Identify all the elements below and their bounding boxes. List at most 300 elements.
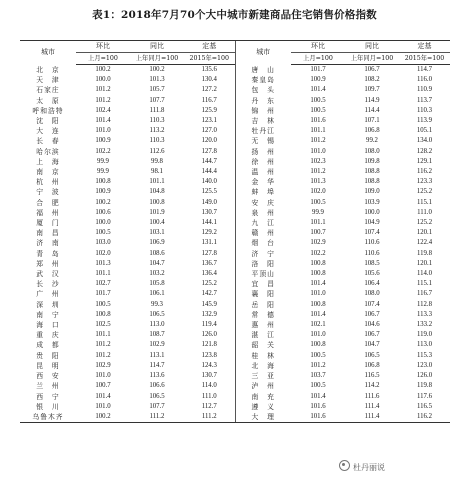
table-row [20, 65, 450, 76]
city-cell: 重 庆 [36, 331, 60, 340]
mom-cell: 100.2 [95, 198, 111, 206]
fixed-cell: 149.0 [201, 198, 217, 206]
city-cell: 西 安 [36, 372, 60, 381]
fixed-cell: 119.4 [201, 321, 217, 329]
mom-cell: 101.4 [310, 310, 326, 318]
city-cell: 南 京 [36, 168, 60, 177]
city-cell: 哈尔滨 [36, 147, 60, 156]
fixed-cell: 130.4 [201, 76, 217, 84]
mom-cell: 100.9 [95, 137, 111, 145]
yoy-cell: 111.4 [345, 412, 399, 423]
city-cell: 徐 州 [235, 157, 291, 167]
mom-cell: 101.4 [95, 392, 111, 400]
yoy-cell: 107.4 [364, 300, 380, 308]
price-index-table [20, 40, 450, 423]
fixed-cell: 110.9 [416, 86, 433, 94]
yoy-cell: 108.6 [149, 249, 165, 257]
fixed-cell: 120.0 [201, 137, 217, 145]
fixed-cell: 123.8 [201, 351, 217, 359]
mom-cell: 100.5 [95, 229, 111, 237]
fixed-cell: 117.6 [416, 392, 433, 400]
fixed-cell: 116.7 [416, 290, 433, 298]
mom-cell: 99.9 [312, 208, 324, 216]
yoy-cell: 107.4 [364, 229, 380, 237]
city-cell: 常 德 [235, 310, 291, 320]
mom-cell: 101.6 [291, 412, 345, 423]
fixed-cell: 116.2 [416, 168, 433, 176]
city-cell: 北 京 [36, 65, 60, 74]
header-mom-base: 上月=100 [291, 53, 345, 65]
table-row [20, 351, 450, 361]
yoy-cell: 106.5 [364, 351, 380, 359]
yoy-cell: 106.4 [364, 280, 380, 288]
table-row [20, 116, 450, 126]
fixed-cell: 111.2 [184, 412, 235, 423]
fixed-cell: 136.7 [201, 259, 217, 267]
mom-cell: 101.0 [95, 127, 111, 135]
city-cell: 洛 阳 [235, 259, 291, 269]
yoy-cell: 106.7 [364, 310, 380, 318]
yoy-cell: 106.9 [149, 239, 165, 247]
yoy-cell: 106.8 [364, 127, 380, 135]
fixed-cell: 125.2 [201, 280, 217, 288]
fixed-cell: 122.4 [416, 239, 433, 247]
yoy-cell: 107.1 [364, 117, 380, 125]
header-mom: 环比 [291, 41, 345, 53]
fixed-cell: 114.0 [416, 270, 433, 278]
city-cell: 昆 明 [36, 361, 60, 370]
header-yoy-base: 上年同月=100 [345, 53, 399, 65]
city-cell: 安 庆 [235, 198, 291, 208]
yoy-cell: 110.6 [364, 239, 380, 247]
table-row [20, 330, 450, 340]
yoy-cell: 104.7 [149, 259, 165, 267]
city-cell: 杭 州 [36, 178, 60, 187]
yoy-cell: 108.5 [364, 259, 380, 267]
header-city: 城市 [235, 41, 291, 65]
fixed-cell: 113.7 [416, 96, 433, 104]
fixed-cell: 142.7 [201, 290, 217, 298]
fixed-cell: 130.7 [201, 208, 217, 216]
city-cell: 扬 州 [235, 147, 291, 157]
fixed-cell: 130.7 [201, 372, 217, 380]
yoy-cell: 100.8 [149, 198, 165, 206]
table-row [20, 136, 450, 146]
yoy-cell: 113.1 [149, 351, 165, 359]
table-body [20, 65, 450, 423]
yoy-cell: 114.7 [149, 361, 165, 369]
city-cell: 桂 林 [235, 351, 291, 361]
fixed-cell: 125.2 [416, 219, 433, 227]
mom-cell: 100.2 [95, 66, 111, 73]
table-row [20, 381, 450, 391]
fixed-cell: 123.3 [416, 178, 433, 186]
yoy-cell: 99.3 [151, 300, 163, 308]
yoy-cell: 108.2 [364, 76, 380, 84]
yoy-cell: 101.9 [149, 208, 165, 216]
yoy-cell: 109.0 [364, 188, 380, 196]
yoy-cell: 114.2 [364, 382, 380, 390]
fixed-cell: 124.3 [201, 361, 217, 369]
mom-cell: 99.9 [97, 168, 109, 176]
yoy-cell: 100.2 [149, 66, 165, 73]
city-cell: 三 亚 [235, 371, 291, 381]
city-cell: 天 津 [36, 76, 60, 85]
city-cell: 长 沙 [36, 280, 60, 289]
fixed-cell: 132.9 [201, 310, 217, 318]
table-row [20, 361, 450, 371]
yoy-cell: 110.3 [149, 117, 165, 125]
city-cell: 南 充 [235, 392, 291, 402]
yoy-cell: 112.6 [149, 147, 165, 155]
fixed-cell: 119.8 [416, 249, 433, 257]
mom-cell: 100.2 [76, 412, 130, 423]
table-row [20, 320, 450, 330]
fixed-cell: 144.1 [201, 219, 217, 227]
fixed-cell: 133.2 [416, 321, 433, 329]
fixed-cell: 120.1 [416, 229, 433, 237]
city-cell: 牡丹江 [235, 126, 291, 136]
yoy-cell: 109.8 [364, 157, 380, 165]
fixed-cell: 105.1 [416, 127, 433, 135]
table-row [20, 177, 450, 187]
yoy-cell: 101.3 [149, 76, 165, 84]
yoy-cell: 108.8 [364, 168, 380, 176]
mom-cell: 101.1 [310, 127, 326, 135]
header-fixed: 定基 [399, 41, 450, 53]
mom-cell: 101.2 [310, 168, 326, 176]
table-row [20, 106, 450, 116]
mom-cell: 102.9 [310, 239, 326, 247]
city-cell: 南 宁 [36, 310, 60, 319]
city-cell: 泉 州 [235, 208, 291, 218]
mom-cell: 101.0 [310, 290, 326, 298]
fixed-cell: 116.2 [399, 412, 450, 423]
table-row [20, 238, 450, 248]
city-cell: 郑 州 [36, 259, 60, 268]
yoy-cell: 106.5 [149, 392, 165, 400]
table-row [20, 269, 450, 279]
fixed-cell: 119.0 [416, 331, 433, 339]
city-cell: 深 圳 [36, 300, 60, 309]
yoy-cell: 104.6 [364, 321, 380, 329]
mom-cell: 99.9 [97, 157, 109, 165]
city-cell: 秦皇岛 [235, 75, 291, 85]
city-cell: 烟 台 [235, 238, 291, 248]
city-cell: 厦 门 [36, 219, 60, 228]
city-cell: 锦 州 [235, 106, 291, 116]
yoy-cell: 103.1 [149, 229, 165, 237]
yoy-cell: 103.9 [364, 198, 380, 206]
mom-cell: 101.0 [310, 331, 326, 339]
mom-cell: 100.5 [310, 96, 326, 104]
fixed-cell: 116.0 [416, 76, 433, 84]
fixed-cell: 110.3 [416, 106, 433, 114]
table-row [20, 147, 450, 157]
watermark-text: 杜丹丽说 [353, 463, 385, 472]
table-row [20, 85, 450, 95]
city-cell: 无 锡 [235, 136, 291, 146]
fixed-cell: 119.8 [416, 382, 433, 390]
table-row [20, 187, 450, 197]
fixed-cell: 145.9 [201, 300, 217, 308]
table-row [20, 259, 450, 269]
mom-cell: 102.2 [310, 249, 326, 257]
fixed-cell: 136.4 [201, 270, 217, 278]
city-cell: 赣 州 [235, 228, 291, 238]
header-fixed: 定基 [184, 41, 235, 53]
fixed-cell: 134.0 [416, 137, 433, 145]
table-row [20, 402, 450, 412]
header-yoy-base: 上年同月=100 [130, 53, 184, 65]
yoy-cell: 107.7 [149, 402, 165, 410]
fixed-cell: 120.1 [416, 259, 433, 267]
city-cell: 西 宁 [36, 392, 60, 401]
city-cell: 唐 山 [235, 65, 291, 76]
yoy-cell: 113.2 [149, 127, 165, 135]
city-cell: 吉 林 [235, 116, 291, 126]
mom-cell: 103.0 [95, 239, 111, 247]
fixed-cell: 127.0 [201, 127, 217, 135]
mom-cell: 102.3 [310, 157, 326, 165]
city-cell: 襄 阳 [235, 289, 291, 299]
yoy-cell: 104.9 [364, 219, 380, 227]
fixed-cell: 116.7 [201, 96, 217, 104]
city-cell: 长 春 [36, 137, 60, 146]
yoy-cell: 98.1 [151, 168, 163, 176]
fixed-cell: 126.0 [201, 331, 217, 339]
city-cell: 武 汉 [36, 270, 60, 279]
fixed-cell: 114.7 [416, 66, 433, 73]
header-yoy: 同比 [345, 41, 399, 53]
city-cell: 大 连 [36, 127, 60, 136]
mom-cell: 102.7 [95, 280, 111, 288]
fixed-cell: 135.6 [201, 66, 217, 73]
mom-cell: 101.1 [95, 270, 111, 278]
table-row [20, 75, 450, 85]
city-cell: 岳 阳 [235, 300, 291, 310]
city-cell: 金 华 [235, 177, 291, 187]
yoy-cell: 114.9 [364, 96, 380, 104]
city-cell: 宜 昌 [235, 279, 291, 289]
header-mom: 环比 [76, 41, 130, 53]
mom-cell: 101.6 [310, 402, 326, 410]
table-row [20, 371, 450, 381]
city-cell: 合 肥 [36, 198, 60, 207]
city-cell: 贵 阳 [36, 351, 60, 360]
fixed-cell: 140.0 [201, 178, 217, 186]
fixed-cell: 114.0 [201, 382, 217, 390]
wechat-icon [339, 460, 350, 471]
city-cell: 丹 东 [235, 96, 291, 106]
mom-cell: 101.2 [95, 351, 111, 359]
city-cell: 温 州 [235, 167, 291, 177]
mom-cell: 100.5 [95, 300, 111, 308]
yoy-cell: 109.7 [364, 86, 380, 94]
mom-cell: 101.4 [310, 392, 326, 400]
city-cell: 北 海 [235, 361, 291, 371]
city-cell: 南 昌 [36, 229, 60, 238]
fixed-cell: 125.5 [201, 188, 217, 196]
mom-cell: 100.5 [310, 351, 326, 359]
table-row [20, 249, 450, 259]
mom-cell: 101.2 [95, 341, 111, 349]
yoy-cell: 101.1 [149, 178, 165, 186]
mom-cell: 102.4 [95, 106, 111, 114]
city-cell: 青 岛 [36, 249, 60, 258]
mom-cell: 100.8 [95, 310, 111, 318]
mom-cell: 101.6 [310, 117, 326, 125]
mom-cell: 102.5 [95, 321, 111, 329]
yoy-cell: 110.6 [364, 249, 380, 257]
table-row [20, 300, 450, 310]
city-cell: 蚌 埠 [235, 187, 291, 197]
mom-cell: 103.7 [310, 372, 326, 380]
city-cell: 惠 州 [235, 320, 291, 330]
fixed-cell: 121.8 [201, 341, 217, 349]
city-cell: 沈 阳 [36, 117, 60, 126]
fixed-cell: 116.5 [416, 402, 433, 410]
mom-cell: 102.0 [310, 188, 326, 196]
mom-cell: 100.0 [95, 76, 111, 84]
fixed-cell: 144.4 [201, 168, 217, 176]
yoy-cell: 100.4 [149, 219, 165, 227]
yoy-cell: 113.6 [149, 372, 165, 380]
mom-cell: 101.2 [95, 86, 111, 94]
table-row [20, 412, 450, 423]
fixed-cell: 123.0 [416, 361, 433, 369]
mom-cell: 100.8 [95, 178, 111, 186]
table-row [20, 208, 450, 218]
yoy-cell: 104.7 [364, 341, 380, 349]
city-cell: 宁 波 [36, 188, 60, 197]
fixed-cell: 115.3 [416, 351, 433, 359]
yoy-cell: 102.9 [149, 341, 165, 349]
city-cell: 包 头 [235, 85, 291, 95]
table-row [20, 289, 450, 299]
fixed-cell: 113.3 [416, 310, 433, 318]
mom-cell: 100.9 [310, 76, 326, 84]
mom-cell: 101.4 [310, 86, 326, 94]
mom-cell: 100.8 [310, 270, 326, 278]
city-cell: 湛 江 [235, 330, 291, 340]
yoy-cell: 103.2 [149, 270, 165, 278]
mom-cell: 101.7 [310, 66, 326, 73]
yoy-cell: 99.8 [151, 157, 163, 165]
mom-cell: 101.3 [310, 178, 326, 186]
yoy-cell: 108.0 [364, 147, 380, 155]
table-title: 表1：2018年7月70个大中城市新建商品住宅销售价格指数 [92, 9, 377, 21]
fixed-cell: 131.1 [201, 239, 217, 247]
mom-cell: 100.6 [95, 208, 111, 216]
yoy-cell: 111.2 [130, 412, 184, 423]
yoy-cell: 111.6 [364, 392, 380, 400]
mom-cell: 101.2 [95, 96, 111, 104]
fixed-cell: 115.1 [416, 198, 433, 206]
table-row [20, 340, 450, 350]
mom-cell: 101.0 [95, 372, 111, 380]
table-row [20, 218, 450, 228]
mom-cell: 101.4 [95, 117, 111, 125]
city-cell: 上 海 [36, 157, 60, 166]
city-cell: 海 口 [36, 321, 60, 330]
table-row [20, 167, 450, 177]
table-row [20, 279, 450, 289]
header-mom-base: 上月=100 [76, 53, 130, 65]
city-cell: 银 川 [36, 402, 60, 411]
yoy-cell: 106.6 [149, 382, 165, 390]
mom-cell: 100.8 [310, 300, 326, 308]
mom-cell: 100.0 [95, 219, 111, 227]
city-cell: 济 南 [36, 239, 60, 248]
city-cell: 遵 义 [235, 402, 291, 412]
yoy-cell: 108.8 [364, 178, 380, 186]
yoy-cell: 106.5 [149, 310, 165, 318]
fixed-cell: 123.1 [201, 117, 217, 125]
mom-cell: 100.8 [310, 259, 326, 267]
mom-cell: 100.7 [95, 382, 111, 390]
fixed-cell: 113.9 [416, 117, 433, 125]
fixed-cell: 125.2 [416, 188, 433, 196]
table-row [20, 392, 450, 402]
yoy-cell: 108.0 [364, 290, 380, 298]
fixed-cell: 127.8 [201, 249, 217, 257]
header-row [20, 41, 450, 53]
mom-cell: 101.2 [310, 137, 326, 145]
header-fixed-base: 2015年=100 [399, 53, 450, 65]
mom-cell: 102.2 [95, 147, 111, 155]
mom-cell: 100.5 [310, 198, 326, 206]
table-row [20, 310, 450, 320]
fixed-cell: 127.8 [201, 147, 217, 155]
yoy-cell: 114.4 [364, 106, 380, 114]
table-row [20, 228, 450, 238]
yoy-cell: 111.4 [364, 402, 380, 410]
yoy-cell: 108.7 [149, 331, 165, 339]
yoy-cell: 113.0 [149, 321, 165, 329]
mom-cell: 101.1 [95, 331, 111, 339]
city-cell: 太 原 [36, 96, 60, 105]
mom-cell: 100.7 [310, 229, 326, 237]
mom-cell: 100.5 [310, 382, 326, 390]
mom-cell: 102.0 [95, 249, 111, 257]
mom-cell: 101.1 [310, 219, 326, 227]
city-cell: 福 州 [36, 208, 60, 217]
city-cell: 成 都 [36, 341, 60, 350]
yoy-cell: 110.3 [149, 137, 165, 145]
fixed-cell: 125.9 [201, 106, 217, 114]
fixed-cell: 112.8 [416, 300, 433, 308]
fixed-cell: 129.1 [416, 157, 433, 165]
mom-cell: 101.2 [310, 361, 326, 369]
mom-cell: 100.5 [310, 106, 326, 114]
city-cell: 广 州 [36, 290, 60, 299]
city-cell: 乌鲁木齐 [20, 412, 76, 423]
fixed-cell: 126.0 [416, 372, 433, 380]
city-cell: 呼和浩特 [32, 106, 64, 115]
yoy-cell: 111.8 [149, 106, 165, 114]
yoy-cell: 105.7 [149, 86, 165, 94]
header-yoy: 同比 [130, 41, 184, 53]
table-row [20, 96, 450, 106]
fixed-cell: 115.1 [416, 280, 433, 288]
yoy-cell: 106.7 [364, 331, 380, 339]
mom-cell: 100.8 [310, 341, 326, 349]
mom-cell: 102.9 [95, 361, 111, 369]
city-cell: 兰 州 [36, 382, 60, 391]
city-cell: 泸 州 [235, 381, 291, 391]
fixed-cell: 129.2 [201, 229, 217, 237]
